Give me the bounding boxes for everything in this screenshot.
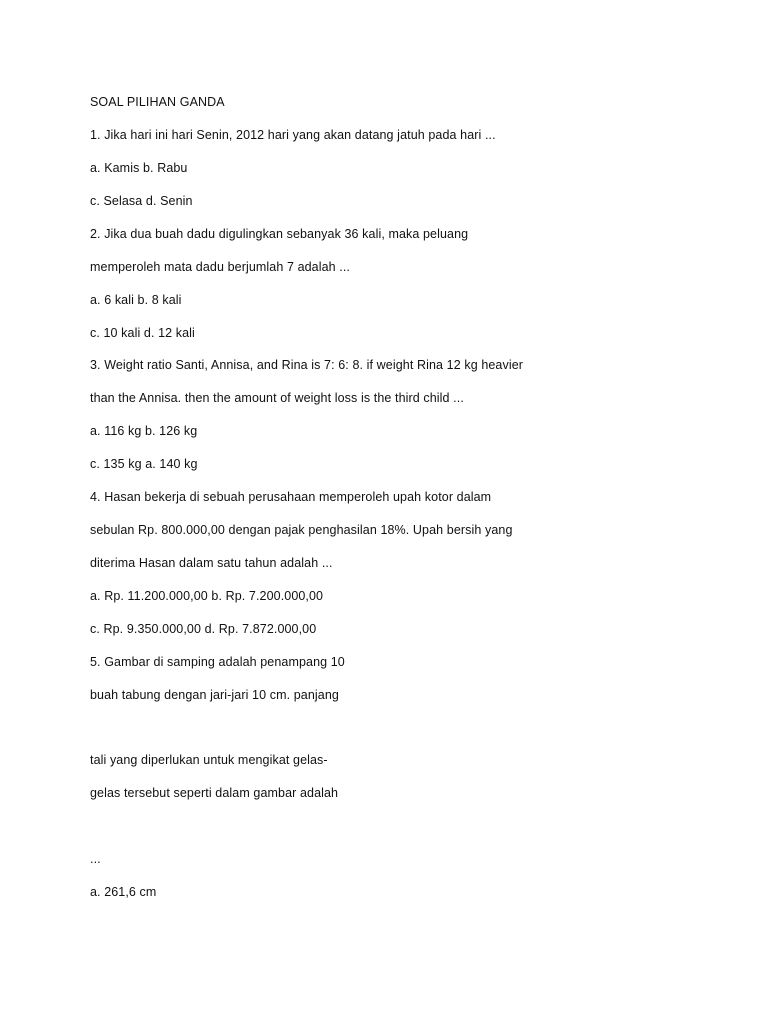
question-5-text-line-2: buah tabung dengan jari-jari 10 cm. panjang [90,688,339,702]
question-5-text-line-3: tali yang diperlukan untuk mengikat gelas- [90,753,328,767]
document-title: SOAL PILIHAN GANDA [90,95,225,109]
question-3-options-ab: a. 116 kg b. 126 kg [90,424,198,438]
question-1-text: 1. Jika hari ini hari Senin, 2012 hari yang akan datang jatuh pada hari ... [90,128,496,142]
question-5-text-line-1: 5. Gambar di samping adalah penampang 10 [90,655,345,669]
question-2-options-cd: c. 10 kali d. 12 kali [90,326,195,340]
question-4-options-cd: c. Rp. 9.350.000,00 d. Rp. 7.872.000,00 [90,622,317,636]
question-5-text-line-4: gelas tersebut seperti dalam gambar adalah [90,786,339,800]
question-1-options-cd: c. Selasa d. Senin [90,194,193,208]
question-4-options-ab: a. Rp. 11.200.000,00 b. Rp. 7.200.000,00 [90,589,324,603]
question-2-options-ab: a. 6 kali b. 8 kali [90,293,182,307]
question-4-text-line-2: sebulan Rp. 800.000,00 dengan pajak penghasilan 18%. Upah bersih yang [90,523,513,537]
question-3-options-cd: c. 135 kg a. 140 kg [90,457,198,471]
question-1-options-ab: a. Kamis b. Rabu [90,161,188,175]
question-5-ellipsis: ... [90,852,101,866]
question-3-text-line-1: 3. Weight ratio Santi, Annisa, and Rina is 7: 6: 8. if weight Rina 12 kg heavier [90,358,524,372]
question-2-text-line-1: 2. Jika dua buah dadu digulingkan sebanyak 36 kali, maka peluang [90,227,469,241]
question-5-option-a: a. 261,6 cm [90,885,157,899]
question-4-text-line-1: 4. Hasan bekerja di sebuah perusahaan memperoleh upah kotor dalam [90,490,492,504]
question-4-text-line-3: diterima Hasan dalam satu tahun adalah ... [90,556,333,570]
question-3-text-line-2: than the Annisa. then the amount of weight loss is the third child ... [90,391,464,405]
question-2-text-line-2: memperoleh mata dadu berjumlah 7 adalah ... [90,260,351,274]
